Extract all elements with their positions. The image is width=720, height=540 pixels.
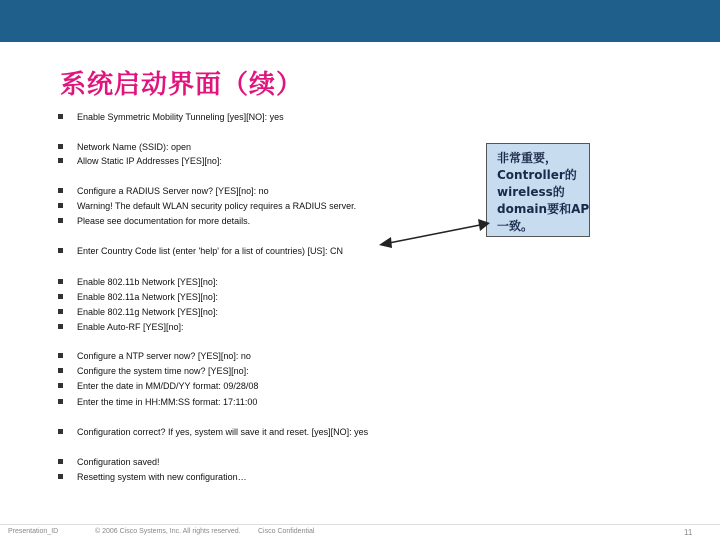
list-item: Configuration correct? If yes, system will save it and reset. [yes][NO]: yes bbox=[58, 425, 368, 439]
footer-confidential: Cisco Confidential bbox=[258, 528, 315, 535]
callout-line: wireless的 bbox=[497, 185, 565, 199]
list-item: Configuration saved! bbox=[58, 455, 160, 469]
callout-line: domain要和AP bbox=[497, 202, 590, 216]
list-item: Configure the system time now? [YES][no]: bbox=[58, 364, 249, 378]
footer-presentation-id: Presentation_ID bbox=[8, 528, 59, 535]
footer-divider bbox=[0, 524, 720, 525]
list-item: Enable 802.11a Network [YES][no]: bbox=[58, 290, 218, 304]
list-item: Configure a RADIUS Server now? [YES][no]: no bbox=[58, 184, 269, 198]
list-item: Enter the time in HH:MM:SS format: 17:11:00 bbox=[58, 395, 257, 409]
list-item: Warning! The default WLAN security policy requires a RADIUS server. bbox=[58, 199, 356, 213]
list-item: Enter Country Code list (enter 'help' for a list of countries) [US]: CN bbox=[58, 244, 343, 258]
callout-line: Controller的 bbox=[497, 168, 577, 182]
list-item: Enable 802.11b Network [YES][no]: bbox=[58, 275, 218, 289]
list-item: Configure a NTP server now? [YES][no]: no bbox=[58, 349, 251, 363]
footer-copyright: © 2006 Cisco Systems, Inc. All rights reserved. bbox=[95, 528, 241, 535]
list-item: Enable 802.11g Network [YES][no]: bbox=[58, 305, 218, 319]
slide-title: 系统启动界面（续） bbox=[60, 70, 304, 100]
callout-line: 一致。 bbox=[497, 219, 534, 233]
list-item: Please see documentation for more details. bbox=[58, 214, 250, 228]
list-item: Enable Symmetric Mobility Tunneling [yes][NO]: yes bbox=[58, 110, 284, 124]
list-item: Network Name (SSID): open bbox=[58, 140, 191, 154]
callout-line: 非常重要， bbox=[497, 151, 558, 165]
list-item: Resetting system with new configuration… bbox=[58, 470, 247, 484]
list-item: Enable Auto-RF [YES][no]: bbox=[58, 320, 184, 334]
page-number: 11 bbox=[684, 528, 693, 537]
list-item: Allow Static IP Addresses [YES][no]: bbox=[58, 154, 222, 168]
list-item: Enter the date in MM/DD/YY format: 09/28/08 bbox=[58, 379, 258, 393]
